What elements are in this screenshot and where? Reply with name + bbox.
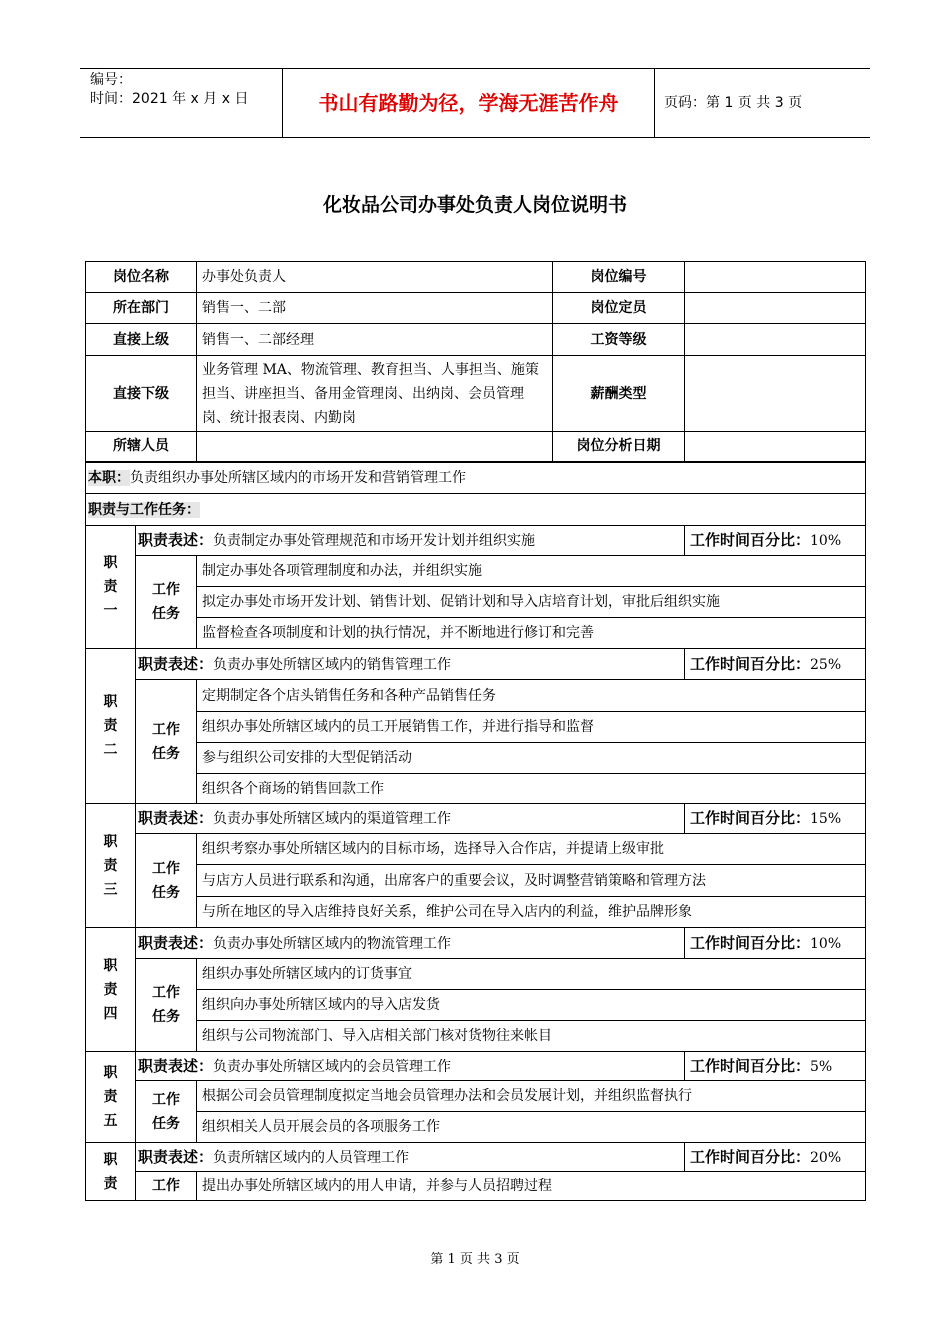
task-label: 工作任务 — [136, 834, 197, 928]
duty-statement-row — [86, 1143, 866, 1172]
page-header — [80, 68, 870, 138]
task-label: 工作任务 — [136, 959, 197, 1052]
duty-statement: 负责办事处所辖区域内的会员管理工作 — [213, 1058, 452, 1075]
header-divider — [654, 69, 655, 137]
duty-statement-cell — [136, 649, 685, 680]
task-row — [86, 1021, 866, 1052]
duty-name: 职责一 — [86, 526, 136, 649]
page-footer: 第 1 页 共 3 页 — [430, 1252, 520, 1267]
task-row — [86, 834, 866, 865]
pct-label: 工作时间百分比： — [690, 531, 811, 549]
task-row — [86, 1172, 866, 1201]
statement-label: 职责表述： — [138, 933, 214, 952]
task-text: 提出办事处所辖区域内的用人申请，并参与人员招聘过程 — [197, 1172, 866, 1201]
duty-pct-cell — [685, 526, 866, 556]
duty-statement-row — [86, 526, 866, 556]
duty-name: 职责四 — [86, 928, 136, 1052]
info-row — [86, 356, 866, 432]
time-label: 时间：2021 年 x 月 x 日 — [90, 91, 249, 107]
info-row — [86, 293, 866, 324]
page-number: 页码：第 1 页 共 3 页 — [664, 95, 803, 111]
duty-pct: 10% — [810, 935, 842, 952]
task-text: 与所在地区的导入店维持良好关系，维护公司在导入店内的利益，维护品牌形象 — [197, 897, 866, 928]
duty-name: 职责 — [86, 1143, 136, 1201]
pay-type-value — [685, 356, 866, 432]
duty-statement-cell — [136, 1052, 685, 1081]
duty-pct: 25% — [810, 656, 842, 673]
salary-grade-label: 工资等级 — [553, 324, 685, 356]
duty-statement-cell — [136, 804, 685, 834]
task-text: 组织办事处所辖区域内的员工开展销售工作，并进行指导和监督 — [197, 712, 866, 743]
duty-pct-cell — [685, 1052, 866, 1081]
direct-subordinates-label: 直接下级 — [86, 356, 197, 432]
task-text: 组织向办事处所辖区域内的导入店发货 — [197, 990, 866, 1021]
duty-statement-row — [86, 649, 866, 680]
duty-statement-cell — [136, 526, 685, 556]
pct-label: 工作时间百分比： — [690, 933, 811, 952]
duty-statement-row — [86, 1052, 866, 1081]
duty-statement: 负责办事处所辖区域内的销售管理工作 — [213, 656, 452, 673]
summary-cell — [86, 462, 866, 494]
task-text: 制定办事处各项管理制度和办法，并组织实施 — [197, 556, 866, 587]
task-row — [86, 865, 866, 897]
duty-pct-cell — [685, 649, 866, 680]
task-row — [86, 556, 866, 587]
position-code-value — [685, 262, 866, 293]
task-label: 工作 — [136, 1172, 197, 1201]
duty-pct-cell — [685, 804, 866, 834]
header-meta — [90, 71, 280, 109]
task-text: 与店方人员进行联系和沟通，出席客户的重要会议，及时调整营销策略和管理方法 — [197, 865, 866, 897]
task-row — [86, 1081, 866, 1112]
staff-value — [197, 432, 553, 462]
statement-label: 职责表述： — [138, 531, 214, 549]
pct-label: 工作时间百分比： — [690, 1147, 811, 1166]
department-value: 销售一、二部 — [197, 293, 553, 324]
info-row — [86, 324, 866, 356]
position-name-value: 办事处负责人 — [197, 262, 553, 293]
task-text: 拟定办事处市场开发计划、销售计划、促销计划和导入店培育计划，审批后组织实施 — [197, 587, 866, 618]
headcount-value — [685, 293, 866, 324]
task-label: 工作任务 — [136, 680, 197, 804]
duty-pct: 20% — [810, 1149, 842, 1166]
duties-header-row — [86, 494, 866, 526]
duty-name: 职责三 — [86, 804, 136, 928]
job-description-table — [85, 261, 866, 1201]
task-text: 组织考察办事处所辖区域内的目标市场，选择导入合作店，并提请上级审批 — [197, 834, 866, 865]
department-label: 所在部门 — [86, 293, 197, 324]
task-row — [86, 959, 866, 990]
duty-pct: 15% — [810, 811, 842, 827]
direct-subordinates-value: 业务管理 MA、物流管理、教育担当、人事担当、施策担当、讲座担当、备用金管理岗、出纳岗、会员管理岗、统计报表岗、内勤岗 — [197, 356, 553, 432]
duty-statement: 负责所辖区域内的人员管理工作 — [213, 1149, 410, 1166]
duty-statement-row — [86, 928, 866, 959]
pct-label: 工作时间百分比： — [690, 1056, 811, 1075]
task-label: 工作任务 — [136, 1081, 197, 1143]
duties-header-cell — [86, 494, 866, 526]
statement-label: 职责表述： — [138, 1056, 214, 1075]
task-row — [86, 712, 866, 743]
statement-label: 职责表述： — [138, 809, 214, 827]
task-row — [86, 587, 866, 618]
summary-label: 本职： — [88, 469, 130, 486]
duty-pct-cell — [685, 1143, 866, 1172]
duty-pct: 10% — [810, 533, 842, 549]
duty-statement-row — [86, 804, 866, 834]
direct-superior-label: 直接上级 — [86, 324, 197, 356]
analysis-date-value — [685, 432, 866, 462]
info-row — [86, 432, 866, 462]
position-name-label: 岗位名称 — [86, 262, 197, 293]
task-row — [86, 1112, 866, 1143]
analysis-date-label: 岗位分析日期 — [553, 432, 685, 462]
task-text: 组织各个商场的销售回款工作 — [197, 774, 866, 804]
code-label: 编号： — [90, 72, 132, 88]
task-text: 根据公司会员管理制度拟定当地会员管理办法和会员发展计划，并组织监督执行 — [197, 1081, 866, 1112]
task-row — [86, 990, 866, 1021]
statement-label: 职责表述： — [138, 654, 214, 673]
duty-statement: 负责办事处所辖区域内的渠道管理工作 — [213, 811, 452, 827]
position-code-label: 岗位编号 — [553, 262, 685, 293]
duty-statement-cell — [136, 928, 685, 959]
headcount-label: 岗位定员 — [553, 293, 685, 324]
task-text: 定期制定各个店头销售任务和各种产品销售任务 — [197, 680, 866, 712]
duty-statement: 负责办事处所辖区域内的物流管理工作 — [213, 935, 452, 952]
task-row — [86, 774, 866, 804]
task-row — [86, 897, 866, 928]
info-row — [86, 262, 866, 293]
staff-label: 所辖人员 — [86, 432, 197, 462]
pay-type-label: 薪酬类型 — [553, 356, 685, 432]
task-row — [86, 743, 866, 774]
duty-statement: 负责制定办事处管理规范和市场开发计划并组织实施 — [213, 533, 536, 549]
pct-label: 工作时间百分比： — [690, 809, 811, 827]
summary-row — [86, 462, 866, 494]
pct-label: 工作时间百分比： — [690, 654, 811, 673]
page-title: 化妆品公司办事处负责人岗位说明书 — [322, 194, 627, 216]
task-text: 参与组织公司安排的大型促销活动 — [197, 743, 866, 774]
duties-header: 职责与工作任务： — [88, 501, 200, 518]
duty-name: 职责五 — [86, 1052, 136, 1143]
duty-name: 职责二 — [86, 649, 136, 804]
statement-label: 职责表述： — [138, 1147, 214, 1166]
duty-statement-cell — [136, 1143, 685, 1172]
duty-pct-cell — [685, 928, 866, 959]
salary-grade-value — [685, 324, 866, 356]
motto: 书山有路勤为径，学海无涯苦作舟 — [318, 91, 619, 115]
task-text: 组织相关人员开展会员的各项服务工作 — [197, 1112, 866, 1143]
task-text: 监督检查各项制度和计划的执行情况，并不断地进行修订和完善 — [197, 618, 866, 649]
task-label: 工作任务 — [136, 556, 197, 649]
task-row — [86, 618, 866, 649]
task-text: 组织办事处所辖区域内的订货事宜 — [197, 959, 866, 990]
task-text: 组织与公司物流部门、导入店相关部门核对货物往来帐目 — [197, 1021, 866, 1052]
task-row — [86, 680, 866, 712]
duty-pct: 5% — [810, 1058, 833, 1075]
direct-superior-value: 销售一、二部经理 — [197, 324, 553, 356]
summary-text: 负责组织办事处所辖区域内的市场开发和营销管理工作 — [130, 469, 466, 486]
